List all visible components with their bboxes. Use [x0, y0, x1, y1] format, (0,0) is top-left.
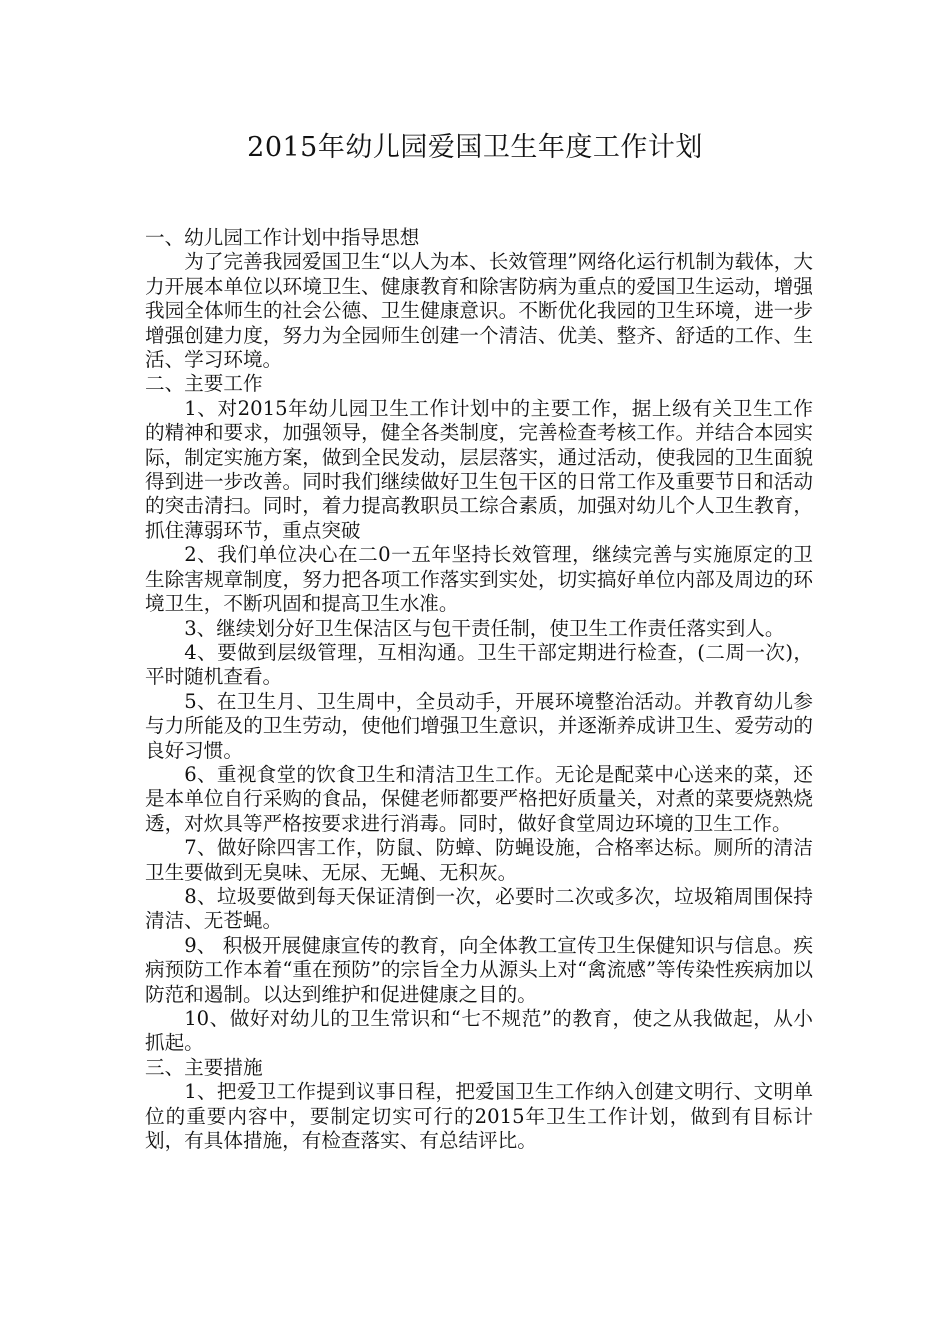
paragraph-work-item-8: 8、垃圾要做到每天保证清倒一次，必要时二次或多次，垃圾箱周围保持清洁、无苍蝇。 [145, 884, 813, 933]
paragraph-work-item-6: 6、重视食堂的饮食卫生和清洁卫生工作。无论是配菜中心送来的菜，还是本单位自行采购的食品，保健老师都要严格把好质量关，对煮的菜要烧熟烧透，对炊具等严格按要求进行消毒。同时，做好食堂周边环境的卫生工作。 [145, 762, 813, 835]
document-title: 2015年幼儿园爱国卫生年度工作计划 [247, 132, 703, 163]
paragraph-guiding-thought: 为了完善我园爱国卫生“以人为本、长效管理”网络化运行机制为载体，大力开展本单位以环境卫生、健康教育和除害防病为重点的爱国卫生运动，增强我园全体师生的社会公德、卫生健康意识。不断优化我园的卫生环境，进一步增强创建力度，努力为全园师生创建一个清洁、优美、整齐、舒适的工作、生活、学习环境。 [145, 250, 813, 372]
paragraph-work-item-10: 10、做好对幼儿的卫生常识和“七不规范”的教育，使之从我做起，从小抓起。 [145, 1007, 813, 1055]
paragraph-work-item-7: 7、做好除四害工作，防鼠、防蟑、防蝇设施，合格率达标。厕所的清洁卫生要做到无臭味、无尿、无蝇、无积灰。 [145, 836, 813, 884]
paragraph-work-item-5: 5、在卫生月、卫生周中，全员动手，开展环境整治活动。并教育幼儿参与力所能及的卫生劳动，使他们增强卫生意识，并逐渐养成讲卫生、爱劳动的良好习惯。 [145, 689, 813, 762]
paragraph-measure-item-1: 1、把爱卫工作提到议事日程，把爱国卫生工作纳入创建文明行、文明单位的重要内容中，要制定切实可行的2015年卫生工作计划，做到有目标计划，有具体措施，有检查落实、有总结评比。 [145, 1080, 813, 1153]
paragraph-work-item-4: 4、要做到层级管理，互相沟通。卫生干部定期进行检查，(二周一次)，平时随机查看。 [145, 640, 813, 689]
section-heading-main-measures: 三、主要措施 [145, 1055, 263, 1079]
paragraph-work-item-1: 1、对2015年幼儿园卫生工作计划中的主要工作，据上级有关卫生工作的精神和要求，加强领导，健全各类制度，完善检查考核工作。并结合本园实际，制定实施方案，做到全民发动，层层落实，通过活动，使我园的卫生面貌得到进一步改善。同时我们继续做好卫生包干区的日常工作及重要节日和活动的突击清扫。同时，着力提高教职员工综合素质，加强对幼儿个人卫生教育，抓住薄弱环节，重点突破 [145, 396, 813, 542]
section-heading-guiding-thought: 一、幼儿园工作计划中指导思想 [145, 226, 420, 249]
section-heading-main-work: 二、主要工作 [145, 372, 263, 396]
document-body [145, 226, 813, 1153]
paragraph-work-item-3: 3、继续划分好卫生保洁区与包干责任制，使卫生工作责任落实到人。 [184, 616, 785, 640]
paragraph-work-item-2: 2、我们单位决心在二0一五年坚持长效管理，继续完善与实施原定的卫生除害规章制度，努力把各项工作落实到实处，切实搞好单位内部及周边的环境卫生，不断巩固和提高卫生水准。 [145, 543, 813, 616]
paragraph-work-item-9: 9、 积极开展健康宣传的教育，向全体教工宣传卫生保健知识与信息。疾病预防工作本着“重在预防”的宗旨全力从源头上对“禽流感”等传染性疾病加以防范和遏制。以达到维护和促进健康之目的。 [145, 933, 813, 1006]
